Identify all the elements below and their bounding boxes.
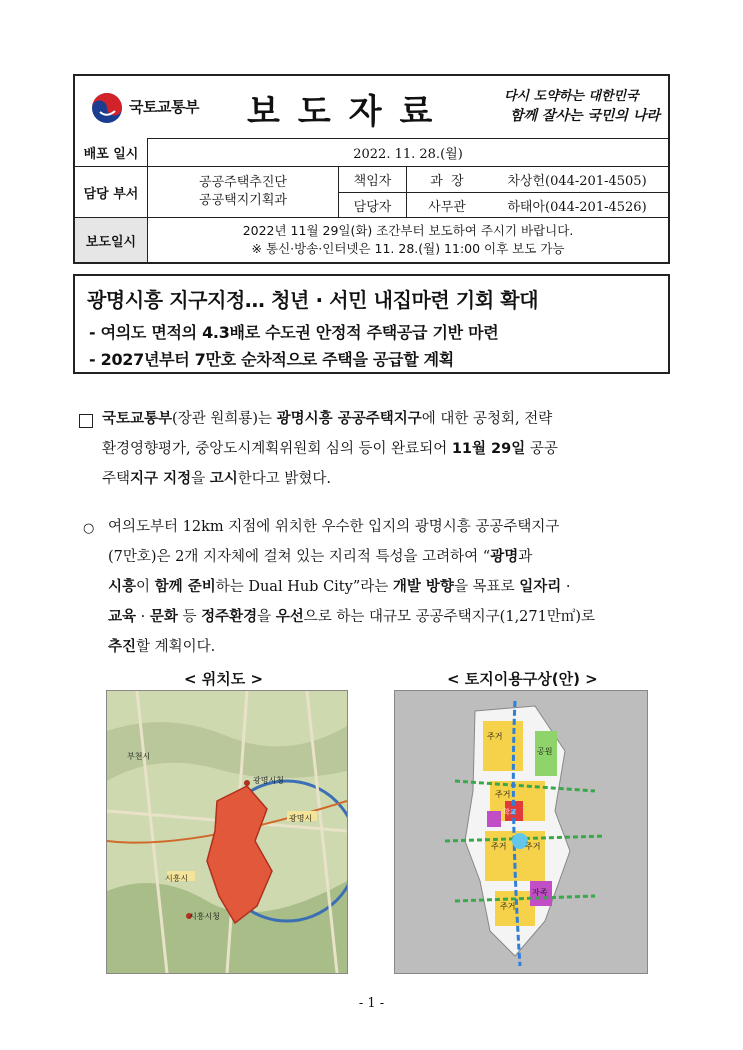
map-label: 시흥시 [165,874,189,883]
p1-text: (장관 원희룡)는 [172,411,277,427]
contact-title-1: 과 장 [430,174,464,189]
headline-sub-1: - 여의도 면적의 4.3배로 수도권 안정적 주택공급 기반 마련 [89,323,499,342]
press-release-title: 보도자료 [247,92,451,132]
paragraph-1-line-1 [102,404,682,434]
plan-label: 자족 [532,888,548,897]
map-label: 부천시 [127,752,151,761]
p2-text: (7만호)은 2개 지자체에 걸쳐 있는 지리적 특성을 고려하여 “ [108,549,491,565]
distribution-date: 2022. 11. 28.(월) [353,146,463,162]
department-line-2: 공공택지기획과 [199,193,287,208]
plan-label: 공원 [537,747,553,756]
p1-text: 을 [191,471,210,487]
p2-gwangmyeong: 광명 [490,549,519,565]
page-number: - 1 - [358,996,385,1011]
p1-ministry: 국토교통부 [102,411,173,427]
paragraph-2-line-3 [108,572,683,602]
contact-role-2: 담당자 [353,199,392,215]
p1-text: 에 대한 공청회, 전략 [421,411,553,427]
release-line-1: 2022년 11월 29일(화) 조간부터 보도하여 주시기 바랍니다. [242,223,574,238]
release-line-2: ※ 통신·방송·인터넷은 11. 28.(월) 11:00 이후 보도 가능 [251,241,565,256]
paragraph-2-line-2 [108,542,683,572]
p2-text: 을 [257,609,276,625]
headline-main: 광명시흥 지구지정… 청년 · 서민 내집마련 기회 확대 [87,288,539,312]
p2-culture: 문화 [149,609,178,625]
p1-text: 한다고 밝혔다. [237,471,331,487]
p2-jobs: 일자리 [519,579,562,595]
release-row [75,218,668,262]
p2-text: 하는 Dual Hub City”라는 [215,579,393,595]
headline-box [73,274,670,374]
plan-label: 주거 [500,902,516,911]
release-label: 보도일시 [75,218,148,262]
release-info [148,218,668,262]
header-top-row [75,76,668,139]
department-line-1: 공공주택추진단 [199,175,287,190]
map-label: 광명시 [289,814,313,823]
p2-text: 으로 하는 대규모 공공주택지구(1,271만㎡)로 [303,609,596,625]
department-label: 담당 부서 [75,167,148,217]
contact-person-1: 차상헌(044-201-4505) [507,174,647,189]
plan-label: 학교 [503,808,517,816]
p1-date: 11월 29일 [451,441,526,457]
slogan-line-2: 함께 잘사는 국민의 나라 [510,108,660,124]
ministry-logo-icon [91,92,123,124]
p2-education: 교육 [108,609,137,625]
location-map-caption: < 위치도 > [184,670,264,688]
press-header-table [73,74,670,264]
plan-label: 주거 [487,732,503,741]
p2-together: 함께 준비 [154,579,216,595]
map-label: 시흥시청 [189,912,220,921]
p2-text: 이 [136,579,155,595]
p2-living: 정주환경 [201,609,258,625]
p2-text: · [136,609,150,625]
p2-text: 할 계획이다. [136,639,216,655]
p1-district: 광명시흥 공공주택지구 [276,411,422,427]
p2-direction: 개발 방향 [392,579,454,595]
paragraph-2-line-4 [108,602,683,632]
contact-person-2: 하태아(044-201-4526) [507,199,647,215]
department-names [148,167,338,217]
p1-designation: 지구 지정 [130,471,192,487]
p1-text: 환경영향평가, 중앙도시계획위원회 심의 등이 완료되어 [102,441,452,457]
p2-text: 을 목표로 [453,579,520,595]
p2-siheung: 시흥 [108,579,137,595]
headline-sub-2: - 2027년부터 7만호 순차적으로 주택을 공급할 계획 [89,350,454,369]
p1-text: 주택 [102,471,131,487]
p2-text: 과 [518,549,533,565]
plan-label: 주거 [525,842,541,851]
bullet-icon: ○ [83,521,95,536]
p2-text: 등 [177,609,202,625]
paragraph-2-line-1: 여의도부터 12km 지점에 위치한 우수한 입지의 광명시흥 공공주택지구 [108,519,560,535]
department-row [75,167,668,218]
p2-text: · [561,579,571,595]
ministry-name: 국토교통부 [129,98,199,116]
paragraph-2-line-5 [108,632,683,662]
map-label: 광명시청 [253,776,284,785]
p2-priority: 우선 [275,609,304,625]
location-map-image [106,690,348,974]
p2-promote: 추진 [108,639,137,655]
paragraph-1-line-2 [102,434,682,464]
p1-notice: 고시 [209,471,238,487]
p1-text: 공공 [525,441,558,457]
land-use-plan-image [394,690,648,974]
contact-role-1: 책임자 [353,174,392,189]
slogan [500,86,660,130]
contact-title-2: 사무관 [428,199,466,215]
plan-label: 주거 [495,790,511,799]
paragraph-1-line-3 [102,464,682,494]
plan-label: 주거 [491,842,507,851]
distribution-label: 배포 일시 [75,138,148,166]
section-checkbox-icon [79,414,93,428]
slogan-line-1: 다시 도약하는 대한민국 [504,89,639,104]
land-use-plan-caption: < 토지이용구상(안) > [447,670,598,688]
distribution-row [75,138,668,167]
